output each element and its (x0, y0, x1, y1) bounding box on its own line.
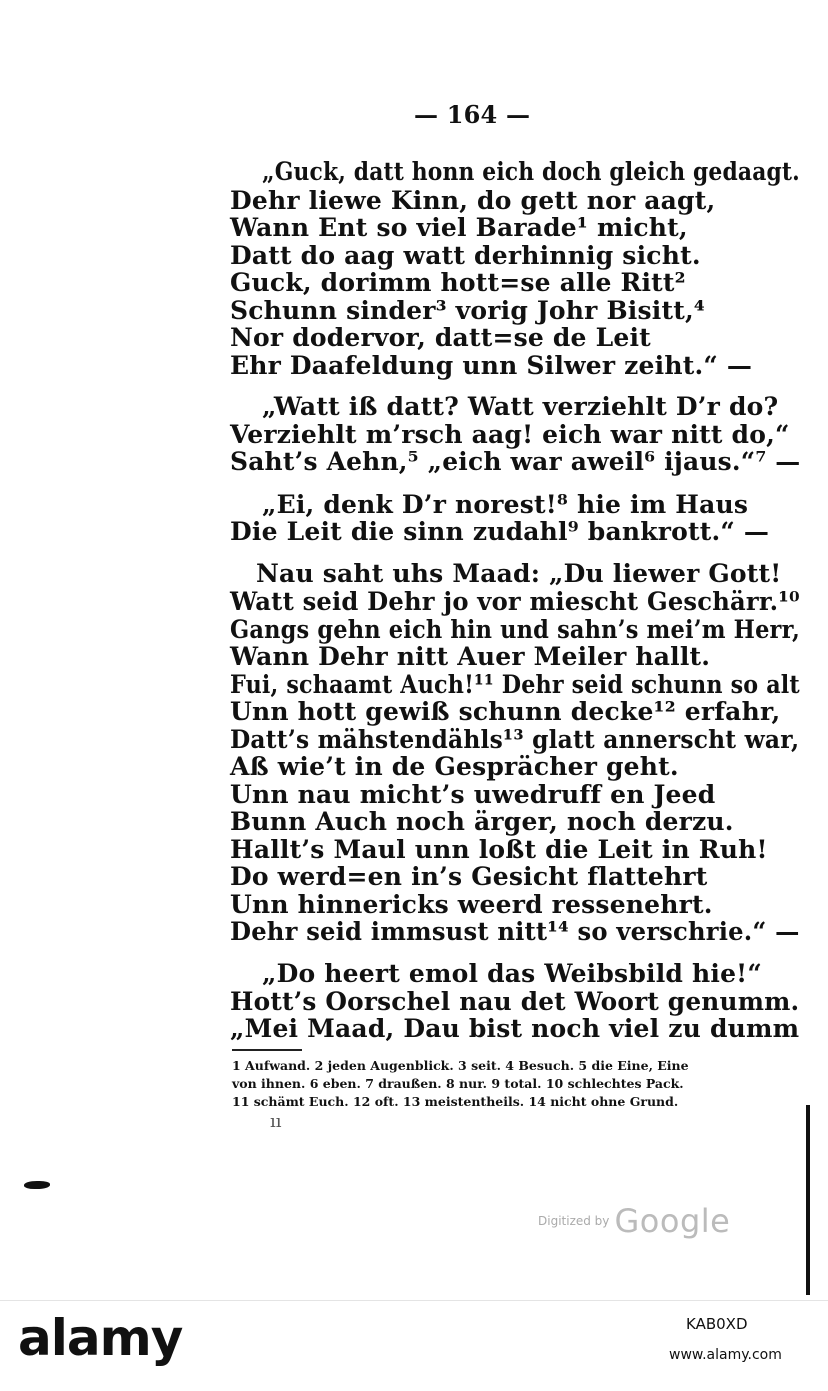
verse-line: Hallt’s Maul unn loßt die Leit in Ruh! (230, 835, 768, 864)
verse-line: Aß wie’t in de Gesprächer geht. (230, 752, 679, 781)
verse-line: Watt seid Dehr jo vor miescht Geschärr.¹⁰ (230, 587, 800, 616)
verse-line: „Do heert emol das Weibsbild hie!“ (262, 959, 762, 988)
verse-line: Unn nau micht’s uwedruff en Jeed (230, 780, 716, 809)
verse-line: „Watt iß datt? Watt verziehlt D’r do? (262, 392, 779, 421)
verse-line: „Mei Maad, Dau bist noch viel zu dumm (230, 1014, 800, 1043)
watermark-bar (0, 1300, 828, 1391)
verse-line: Bunn Auch noch ärger, noch derzu. (230, 807, 734, 836)
watermark-logo: alamy (18, 1309, 183, 1367)
footnote-line: von ihnen. 6 eben. 7 draußen. 8 nur. 9 total. 10 schlechtes Pack. (232, 1076, 684, 1091)
page-edge-shadow (806, 1105, 810, 1295)
verse-line: Schunn sinder³ vorig Johr Bisitt,⁴ (230, 296, 706, 325)
verse-line: Hott’s Oorschel nau det Woort genumm. (230, 987, 800, 1016)
verse-line: Dehr seid immsust nitt¹⁴ so verschrie.“ — (230, 917, 800, 946)
ink-blot (24, 1181, 50, 1189)
digitized-by-label: Digitized by (538, 1214, 610, 1228)
verse-line: Saht’s Aehn,⁵ „eich war aweil⁶ ijaus.“⁷ — (230, 447, 801, 476)
verse-line: Nau saht uhs Maad: „Du liewer Gott! (256, 559, 782, 588)
verse-line: Wann Dehr nitt Auer Meiler hallt. (230, 642, 711, 671)
verse-line: Nor dodervor, datt=se de Leit (230, 323, 651, 352)
verse-line: Datt do aag watt derhinnig sicht. (230, 241, 701, 270)
verse-line: Unn hinnericks weerd ressenehrt. (230, 890, 713, 919)
verse-line: Ehr Daafeldung unn Silwer zeiht.“ — (230, 351, 753, 380)
verse-line: Gangs gehn eich hin und sahn’s mei’m Herr, (230, 615, 800, 644)
verse-line: „Guck, datt honn eich doch gleich gedaagt. (262, 157, 800, 186)
verse-line: Wann Ent so viel Barade¹ micht, (230, 213, 688, 242)
google-logo: Google (614, 1202, 731, 1240)
watermark-url: www.alamy.com (669, 1347, 782, 1363)
verse-line: „Ei, denk D’r norest!⁸ hie im Haus (262, 490, 749, 519)
footnote-rule (232, 1049, 302, 1051)
footnote-marks: ıı (270, 1111, 282, 1132)
verse-line: Do werd=en in’s Gesicht flattehrt (230, 862, 708, 891)
verse-line: Dehr liewe Kinn, do gett nor aagt, (230, 186, 716, 215)
verse-line: Fui, schaamt Auch!¹¹ Dehr seid schunn so alt (230, 670, 800, 699)
verse-line: Unn hott gewiß schunn decke¹² erfahr, (230, 697, 781, 726)
image-id: KAB0XD (686, 1315, 748, 1333)
footnote-line: 1 Aufwand. 2 jeden Augenblick. 3 seit. 4 Besuch. 5 die Eine, Eine (232, 1058, 689, 1073)
verse-line: Verziehlt m’rsch aag! eich war nitt do,“ (230, 420, 790, 449)
verse-line: Die Leit die sinn zudahl⁹ bankrott.“ — (230, 517, 770, 546)
verse-line: Guck, dorimm hott=se alle Ritt² (230, 268, 686, 297)
digitized-by-google (538, 1202, 730, 1240)
footnote-line: 11 schämt Euch. 12 oft. 13 meistentheils. 14 nicht ohne Grund. (232, 1094, 679, 1109)
verse-line: Datt’s mähstendähls¹³ glatt annerscht war, (230, 725, 800, 754)
page-number: — 164 — (414, 100, 531, 129)
